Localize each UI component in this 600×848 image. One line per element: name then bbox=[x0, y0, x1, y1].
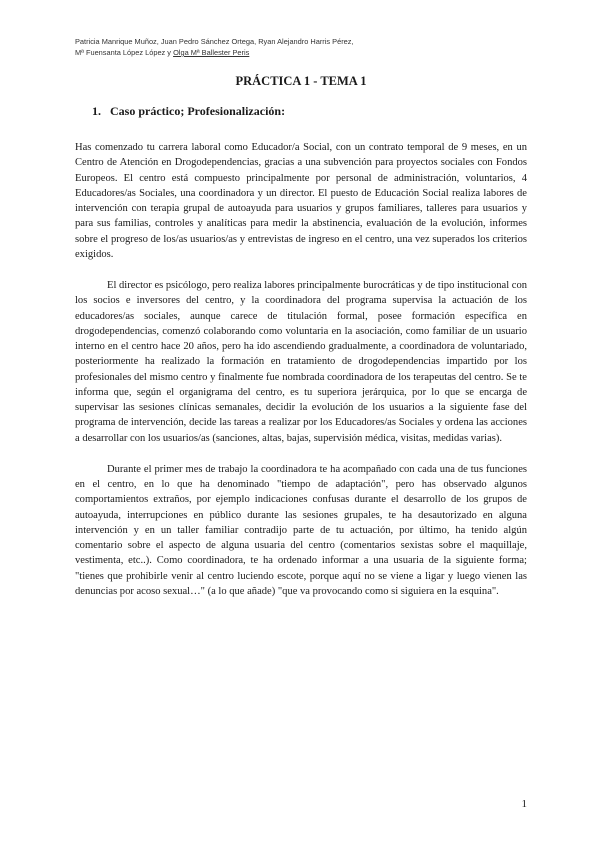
section-heading bbox=[92, 104, 285, 119]
section-heading-text: Caso práctico; Profesionalización: bbox=[110, 104, 286, 118]
authors-line-1: Patricia Manrique Muñoz, Juan Pedro Sánchez Ortega, Ryan Alejandro Harris Pérez, bbox=[75, 37, 354, 46]
paragraph-1: Has comenzado tu carrera laboral como Educador/a Social, con un contrato temporal de 9 meses, en un Centro de Atención en Drogodependencias, gracias a una subvención para proyectos sociales con Fondos Europeos. El centro está compuesto principalmente por personal de administración, voluntarios, 4 Educadores/as Sociales, una coordinadora y un director. El puesto de Educación Social realiza labores de intervención con terapia grupal de autoayuda para usuarios y grupos familiares, talleres para usuarios y para sus familias, controles y analíticas para medir la abstinencia, evaluación de la evolución, informes sobre el progreso de los/as usuarios/as y entrevistas de ingreso en el centro, una vez superados los criterios exigidos. bbox=[75, 142, 527, 260]
page-number: 1 bbox=[521, 798, 527, 810]
authors-line-2 bbox=[75, 47, 515, 58]
authors-line-2-underlined: Olga Mª Ballester Peris bbox=[173, 48, 250, 57]
authors-line-2-prefix: Mª Fuensanta López López y bbox=[75, 48, 174, 57]
authors-header bbox=[75, 36, 515, 58]
section-number: 1. bbox=[92, 104, 101, 118]
paragraph-2: El director es psicólogo, pero realiza labores principalmente burocráticas y de tipo institucional con los socios e inversores del centro, y la coordinadora del programa supervisa la actuación de los educadores/as sociales, aunque carece de titulación formal, posee formación específica en drogodependencias, comenzó colaborando como voluntaria en la asociación, como familiar de un usuario interno en el centro hace 20 años, pero ha ido ascendiendo gradualmente, a coordinadora de voluntariado, posteriormente ha realizado la formación en tratamiento de drogodependencias impartido por los profesionales del mismo centro y finalmente fue nombrada coordinadora de los terapeutas del centro. Se te informa que, según el organigrama del centro, es tu superiora jerárquica, por lo que se encarga de supervisar las sesiones clínicas semanales, decidir la evolución de los usuarios a la siguiente fase del programa de intervención, decide las tareas a realizar por los Educadores/as Sociales y ordena las acciones a desarrollar con los usuarios/as (sanciones, altas, bajas, supervisión médica, visitas, medidas varias). bbox=[75, 280, 527, 444]
paragraph-3: Durante el primer mes de trabajo la coordinadora te ha acompañado con cada una de tus funciones en el centro, en lo que ha denominado "tiempo de adaptación", pero has observado algunos comportamientos extraños, por ejemplo indicaciones confusas durante el desarrollo de los grupos de autoayuda, interrupciones en público durante las sesiones grupales, te ha desautorizado en alguna intervención y en un taller familiar contradijo parte de tu actuación, por último, ha tenido algún comentario sobre el aspecto de alguna usuaria del centro (comentarios sexistas sobre el maquillaje, vestimenta, etc..). Como coordinadora, te ha ordenado informar a una usuaria de la siguiente forma; "tienes que prohibirle venir al centro luciendo escote, porque aquí no se viene a ligar y luego vienen las denuncias por acoso sexual…" (a lo que añade) "que va provocando como si siguiera en la esquina". bbox=[75, 463, 527, 597]
page-title: PRÁCTICA 1 - TEMA 1 bbox=[235, 74, 367, 88]
body-text bbox=[75, 140, 527, 615]
